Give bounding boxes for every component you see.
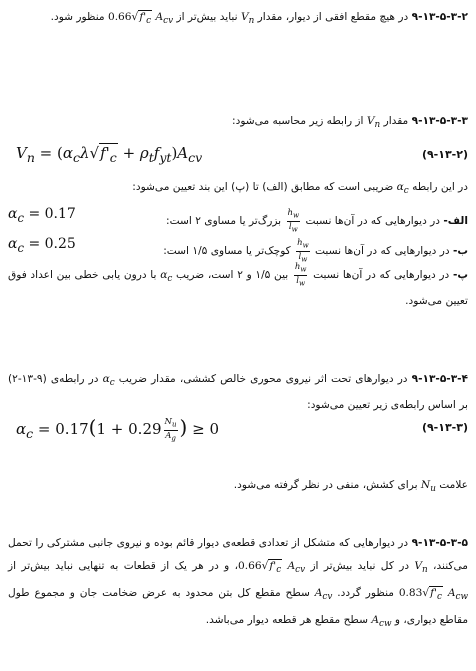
- hw-lw-ratio: $\frac{h_w}{l_w}$: [294, 262, 307, 288]
- clause-9-13-5-3-4: [8, 368, 468, 416]
- clause-text: ضریبی است که مطابق (الف) تا (پ) این بند تعیین می‌شود:: [132, 181, 394, 193]
- clause-9-13-5-3-3: [8, 110, 468, 136]
- clause-number: ۹-۱۳-۵-۳-۵: [411, 537, 468, 549]
- alpha-c-symbol: $\alpha_c$: [102, 373, 115, 389]
- item-alef: [8, 206, 468, 232]
- limit-expression: $0.66√f'_c$ $A_{cv}$: [107, 11, 174, 27]
- clause-number: ۹-۱۳-۵-۳-۴: [411, 373, 469, 385]
- item-text: الف- در دیوارهایی که در آن‌ها نسبت $\frac{h_w}{l_w}$ بزرگ‌تر یا مساوی ۲ است:: [166, 208, 468, 234]
- clause-text: در: [88, 373, 99, 385]
- clause-9-13-5-3-2: [8, 6, 468, 32]
- clause-text: علامت: [439, 479, 468, 491]
- clause-text: از رابطه زیر محاسبه می‌شود:: [232, 115, 364, 127]
- clause-text: ، و در هر یک از قطعات: [123, 560, 239, 572]
- item-text: ب- در دیوارهایی که در آن‌ها نسبت $\frac{h_w}{l_w}$ کوچک‌تر یا مساوی ۱/۵ است:: [163, 238, 468, 264]
- item-text: با درون یابی خطی بین: [56, 269, 157, 282]
- acw-symbol: $A_{cw}$: [371, 614, 392, 630]
- clause-text: برای کشش، منفی در نظر گرفته می‌شود.: [233, 479, 418, 491]
- equation-9-13-2: [8, 144, 468, 174]
- alpha-definition: [8, 176, 468, 202]
- equation-formula: $V_n = (\alpha_c\lambda√f'_c + \rho_tf_{yt})A_{cv}$: [16, 144, 203, 165]
- item-be: [8, 236, 468, 262]
- clause-9-13-5-3-5: [8, 532, 468, 636]
- alpha-c-symbol: $\alpha_c$: [396, 181, 409, 197]
- clause-number: ۹-۱۳-۵-۳-۳: [411, 115, 468, 127]
- clause-text: سطح مقطع هر قطعه دیوار می‌باشد.: [205, 614, 368, 627]
- clause-text: مشترکی را تحمل می‌کنند،: [8, 537, 468, 572]
- vn-symbol: $V_n$: [414, 560, 428, 576]
- clause-text: در دیوارهای تحت اثر نیروی محوری خالص کششی، مقدار ضریب: [118, 373, 408, 385]
- clause-text: منظور: [76, 11, 105, 23]
- acv-symbol: $A_{cv}$: [314, 587, 333, 603]
- nu-sign-note: [8, 474, 468, 500]
- clause-text: شود.: [50, 11, 74, 23]
- clause-text: منظور گردد.: [337, 587, 394, 600]
- clause-text: سطح مقطع کل بتن محدود به: [172, 587, 310, 600]
- item-text: در دیوارهایی که در آن‌ها نسبت: [313, 269, 450, 282]
- clause-text: در کل نباید بیش‌تر از: [310, 560, 410, 572]
- clause-text: در هیچ مقطع افقی از دیوار، مقدار: [257, 11, 409, 23]
- item-label: پ-: [452, 269, 468, 282]
- equation-number: (۹-۱۳-۲): [421, 148, 468, 161]
- clause-text: در دیوارهایی که متشکل از تعدادی قطعه‌ی دیوار قائم بوده و نیروی جانبی: [88, 537, 409, 549]
- equation-formula: $\alpha_c = 0.17(1 + 0.29$ $\frac{N_u}{A_g}$ ) ≥ 0: [16, 415, 219, 443]
- limit-expression: $0.83√f'_c$ $A_{cw}$: [398, 587, 469, 603]
- clause-text: عرض ضخامت جان و مجموع طول مقاطع دیواری، و: [8, 587, 468, 627]
- item-value: $\alpha_c = 0.17$: [8, 206, 76, 225]
- item-text: اعداد فوق تعیین می‌شود.: [8, 269, 468, 308]
- item-value: $\alpha_c = 0.25$: [8, 236, 76, 255]
- equation-number: (۹-۱۳-۳): [421, 421, 468, 434]
- clause-text: به تنهایی نباید بیش‌تر از: [8, 560, 119, 572]
- item-pe: [8, 262, 468, 312]
- clause-number: ۹-۱۳-۵-۳-۲: [411, 11, 468, 23]
- clause-text: در این رابطه: [412, 181, 468, 193]
- equation-9-13-3: [8, 413, 468, 453]
- item-text: بین ۱/۵ و ۲ است، ضریب: [175, 269, 289, 282]
- alpha-c-symbol: $\alpha_c$: [160, 269, 173, 285]
- clause-text: مقدار: [383, 115, 409, 127]
- vn-symbol: $V_n$: [240, 11, 255, 27]
- limit-expression: $0.66√f'_c$ $A_{cv}$: [238, 560, 306, 576]
- clause-text: نباید بیش‌تر از: [176, 11, 238, 23]
- clause-text: رابطه‌ی (۹-۱۳-۲) بر اساس رابطه‌ی زیر تعیین می‌شود:: [8, 373, 468, 412]
- nu-symbol: $N_u$: [420, 479, 436, 495]
- vn-symbol: $V_n$: [366, 115, 381, 131]
